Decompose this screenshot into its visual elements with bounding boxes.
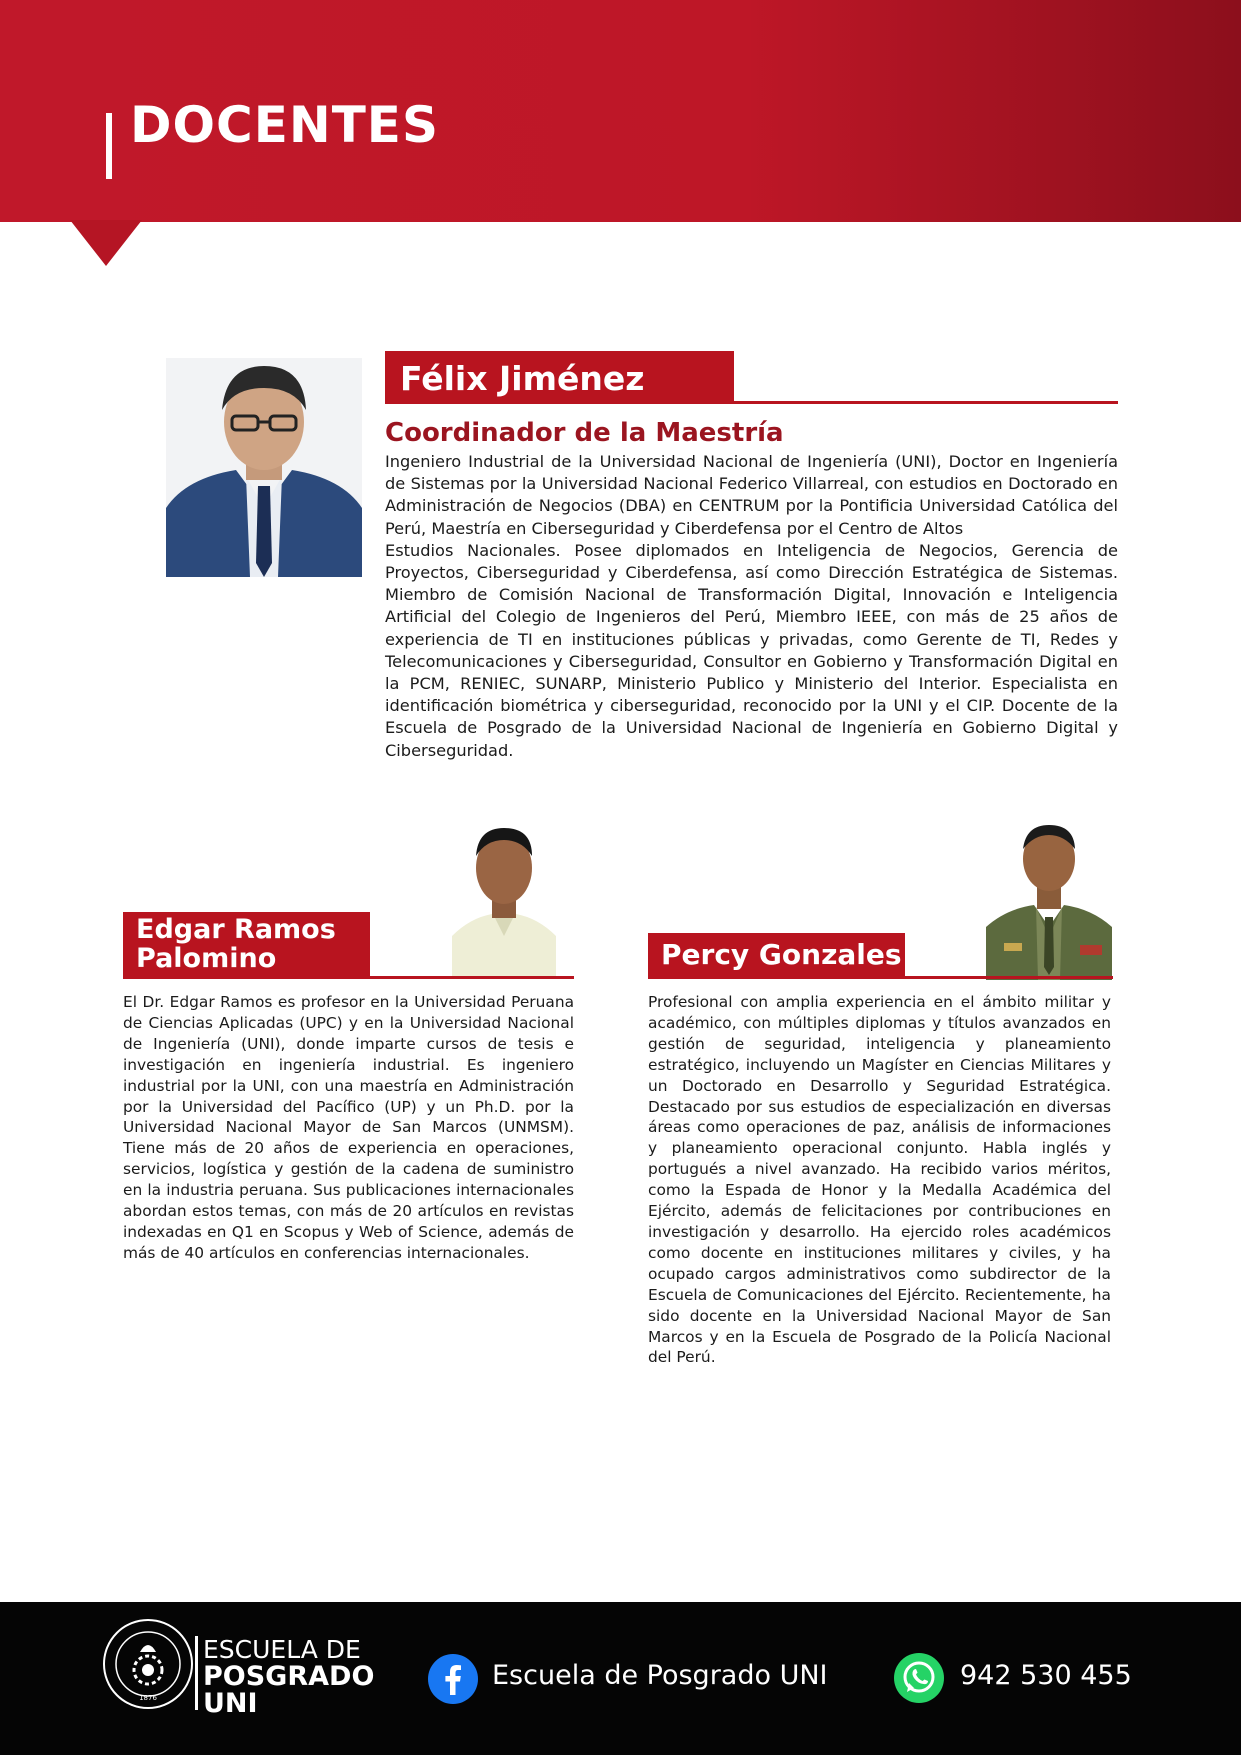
- teacher-1-name-rule: [123, 976, 574, 979]
- logo-divider: [195, 1636, 198, 1710]
- seal-year: 1876: [139, 1694, 157, 1702]
- felix-jimenez-photo: [166, 358, 362, 577]
- edgar-ramos-photo: [452, 818, 556, 977]
- teacher-1-name-line-2: Palomino: [136, 943, 277, 974]
- teacher-1-bio-text: El Dr. Edgar Ramos es profesor en la Universidad Peruana de Ciencias Aplicadas (UPC) y en la Universidad Nacional de Ingeniería (UNI), donde imparte cursos de tesis e investigación en ingeniería industrial. Es ingeniero industrial por la UNI, con una maestría en Administración por la Universidad del Pacífico (UP) y un Ph.D. por la Universidad Nacional Mayor de San Marcos (UNMSM). Tiene más de 20 años de experiencia en operaciones, servicios, logística y gestión de la cadena de suministro en la industria peruana. Sus publicaciones internacionales abordan estos temas, con más de 20 artículos en revistas indexadas en Q1 en Scopus y Web of Science, además de más de 40 artículos en conferencias internacionales.: [123, 993, 574, 1262]
- header-notch: [70, 220, 142, 266]
- uni-seal-logo: [102, 1618, 194, 1710]
- coordinator-bio: [385, 451, 1118, 762]
- percy-gonzales-photo: [986, 817, 1112, 980]
- teacher-1-bio: [123, 992, 574, 1264]
- facebook-link[interactable]: Escuela de Posgrado UNI: [492, 1660, 828, 1691]
- logo-line-2: POSGRADO: [203, 1661, 375, 1692]
- facebook-icon[interactable]: [428, 1654, 478, 1704]
- coordinator-bio-paragraph-2: Estudios Nacionales. Posee diplomados en Inteligencia de Negocios, Gerencia de Proyectos, Ciberseguridad y Ciberdefensa, así como Dirección Estratégica de Sistemas. Miembro de Comisión Nacional de Transformación Digital, Innovación e Inteligencia Artificial del Colegio de Ingenieros del Perú, Miembro IEEE, con más de 25 años de experiencia de TI en instituciones públicas y privadas, como Gerente de TI, Redes y Telecomunicaciones y Ciberseguridad, Consultor en Gobierno y Transformación Digital en la PCM, RENIEC, SUNARP, Ministerio Publico y Ministerio del Interior. Especialista en identificación biométrica y ciberseguridad, reconocido por la UNI y el CIP. Docente de la Escuela de Posgrado de la Universidad Nacional de Ingeniería en Gobierno Digital y Ciberseguridad.: [385, 540, 1118, 760]
- logo-line-1: ESCUELA DE: [203, 1635, 361, 1664]
- teacher-2-bio-text: Profesional con amplia experiencia en el ámbito militar y académico, con múltiples diplomas y títulos avanzados en gestión de seguridad, inteligencia y planeamiento estratégico, incluyendo un Magíster en Ciencias Militares y un Doctorado en Desarrollo y Seguridad Estratégica. Destacado por sus estudios de especialización en diversas áreas como operaciones de paz, análisis de informaciones y planeamiento operacional conjunto. Habla inglés y portugués a nivel avanzado. Ha recibido varios méritos, como la Espada de Honor y la Medalla Académica del Ejército, además de felicitaciones por contribuciones en investigación y desarrollo. Ha ejercido roles académicos como docente en instituciones militares y civiles, y ha ocupado cargos administrativos como subdirector de la Escuela de Comunicaciones del Ejército. Recientemente, ha sido docente en la Universidad Nacional Mayor de San Marcos y en la Escuela de Posgrado de la Policía Nacional del Perú.: [648, 993, 1111, 1367]
- coordinator-role: Coordinador de la Maestría: [385, 418, 784, 448]
- teacher-2-name: Percy Gonzales: [661, 938, 902, 971]
- teacher-2-bio: [648, 992, 1111, 1368]
- teacher-2-name-rule: [648, 976, 1113, 979]
- page-title: DOCENTES: [130, 96, 439, 154]
- school-logo-text: [203, 1636, 374, 1717]
- felix-jimenez-name: [385, 351, 734, 404]
- edgar-ramos-name: [123, 912, 370, 977]
- coordinator-name-rule: [385, 401, 1118, 404]
- logo-line-3: UNI: [203, 1688, 258, 1719]
- whatsapp-phone[interactable]: 942 530 455: [960, 1660, 1132, 1691]
- coordinator-bio-paragraph-1: Ingeniero Industrial de la Universidad Nacional de Ingeniería (UNI), Doctor en Ingeniería de Sistemas por la Universidad Nacional Federico Villarreal, con estudios en Doctorado en Administración de Negocios (DBA) en CENTRUM por la Pontificia Universidad Católica del Perú, Maestría en Ciberseguridad y Ciberdefensa por el Centro de Altos: [385, 452, 1118, 538]
- header-accent-bar: [106, 113, 112, 179]
- whatsapp-icon[interactable]: [893, 1652, 945, 1704]
- teacher-1-name-line-1: Edgar Ramos: [136, 914, 336, 945]
- percy-gonzales-name: [648, 933, 905, 978]
- coordinator-name: Félix Jiménez: [400, 359, 645, 398]
